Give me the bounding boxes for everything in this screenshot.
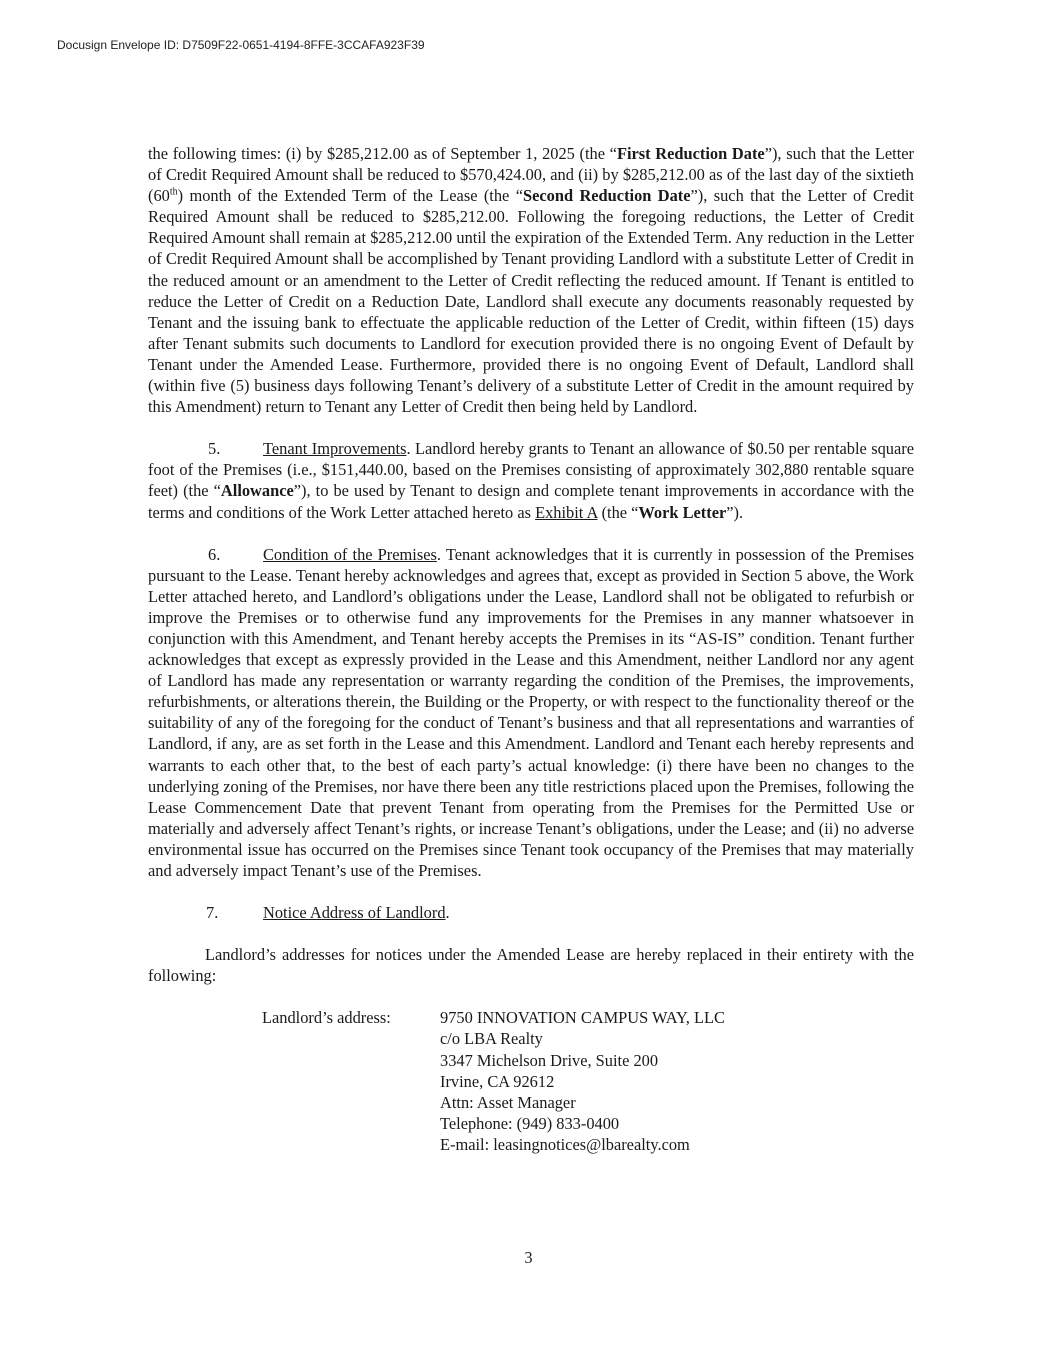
letter-of-credit-paragraph: the following times: (i) by $285,212.00 as of September 1, 2025 (the “First Reduction Date”), such that the Letter of Credit Required Amount shall be reduced to $570,424.00, and (ii) by $285,212.00 as of the last day of the sixtieth (60th) month of the Extended Term of the Lease (the “Second Reduction Date”), such that the Letter of Credit Required Amount shall be reduced to $285,212.00. Following the foregoing reductions, the Letter of Credit Required Amount shall remain at $285,212.00 until the expiration of the Extended Term. Any reduction in the Letter of Credit Required Amount shall be accomplished by Tenant providing Landlord with a substitute Letter of Credit in the reduced amount or an amendment to the Letter of Credit reflecting the reduced amount. If Tenant is entitled to reduce the Letter of Credit on a Reduction Date, Landlord shall execute any documents reasonably requested by Tenant and the issuing bank to effectuate the applicable reduction of the Letter of Credit, within fifteen (15) days after Tenant submits such documents to Landlord for execution provided there is no ongoing Event of Default by Tenant under the Amended Lease. Furthermore, provided there is no ongoing Event of Default, Landlord shall (within five (5) business days following Tenant’s delivery of a substitute Letter of Credit in the amount required by this Amendment) return to Tenant any Letter of Credit then being held by Landlord. — [148, 144, 914, 417]
section-7-intro: Landlord’s addresses for notices under the Amended Lease are hereby replaced in their entirety with the following: — [148, 945, 914, 986]
docusign-envelope-id: Docusign Envelope ID: D7509F22-0651-4194-8FFE-3CCAFA923F39 — [57, 38, 425, 52]
section-5-number: 5. — [208, 439, 221, 459]
address-line: c/o LBA Realty — [440, 1029, 543, 1049]
address-line: Irvine, CA 92612 — [440, 1071, 555, 1091]
section-5-heading: Tenant Improvements — [263, 439, 407, 459]
landlord-address-label: Landlord’s address: — [262, 1008, 391, 1028]
landlord-address-lines — [440, 1007, 725, 1155]
section-7-number: 7. — [206, 903, 219, 923]
section-7-heading: Notice Address of Landlord — [263, 903, 446, 923]
section-6-heading: Condition of the Premises — [263, 544, 437, 564]
section-6-number: 6. — [208, 544, 221, 564]
address-line: 9750 INNOVATION CAMPUS WAY, LLC — [440, 1008, 725, 1028]
landlord-address-block — [148, 1007, 914, 1155]
address-line: E-mail: leasingnotices@lbarealty.com — [440, 1134, 690, 1154]
work-letter-term: Work Letter — [638, 502, 727, 522]
first-reduction-date-term: First Reduction Date — [616, 144, 765, 163]
address-line: Telephone: (949) 833-0400 — [440, 1113, 620, 1133]
address-line: 3347 Michelson Drive, Suite 200 — [440, 1050, 659, 1070]
address-line: Attn: Asset Manager — [440, 1092, 576, 1112]
page-number: 3 — [524, 1248, 533, 1267]
allowance-term: Allowance — [220, 481, 294, 501]
section-5-tenant-improvements: 5. Tenant Improvements. Landlord hereby grants to Tenant an allowance of $0.50 per rentable square foot of the Premises (i.e., $151,440.00, based on the Premises consisting of approximately 302,880 rentable square feet) (the “Allowance”), to be used by Tenant to design and complete tenant improvements in accordance with the terms and conditions of the Work Letter attached hereto as Exhibit A (the “Work Letter”). — [148, 439, 915, 522]
second-reduction-date-term: Second Reduction Date — [522, 186, 691, 206]
exhibit-a-reference: Exhibit A — [535, 502, 598, 522]
section-6-condition-of-premises: 6. Condition of the Premises. Tenant acknowledges that it is currently in possession of the Premises pursuant to the Lease. Tenant hereby acknowledges and agrees that, except as provided in Section 5 above, the Work Letter attached hereto, and Landlord’s obligations under the Lease, Landlord shall not be obligated to refurbish or improve the Premises or to otherwise fund any improvements for the Premises in any manner whatsoever in conjunction with this Amendment, and Tenant hereby accepts the Premises in its “AS-IS” condition. Tenant further acknowledges that except as expressly provided in the Lease and this Amendment, neither Landlord nor any agent of Landlord has made any representation or warranty regarding the condition of the Premises, the improvements, refurbishments, or alterations therein, the Building or the Property, or with respect to the functionality thereof or the suitability of any of the foregoing for the conduct of Tenant’s business and that all representations and warranties of Landlord, if any, are as set forth in the Lease and this Amendment. Landlord and Tenant each hereby represents and warrants to each other that, to the best of each party’s actual knowledge: (i) there have been no changes to the underlying zoning of the Premises, nor have there been any title restrictions placed upon the Premises, following the Lease Commencement Date that prevent Tenant from operating from the Premises for the Permitted Use or materially and adversely affect Tenant’s rights, or increase Tenant’s obligations, under the Lease; and (ii) no adverse environmental issue has occurred on the Premises since Tenant took occupancy of the Premises that may materially and adversely impact Tenant’s use of the Premises. — [148, 544, 914, 880]
document-body — [148, 143, 914, 1155]
section-7-heading-line: 7. Notice Address of Landlord. — [206, 903, 450, 923]
